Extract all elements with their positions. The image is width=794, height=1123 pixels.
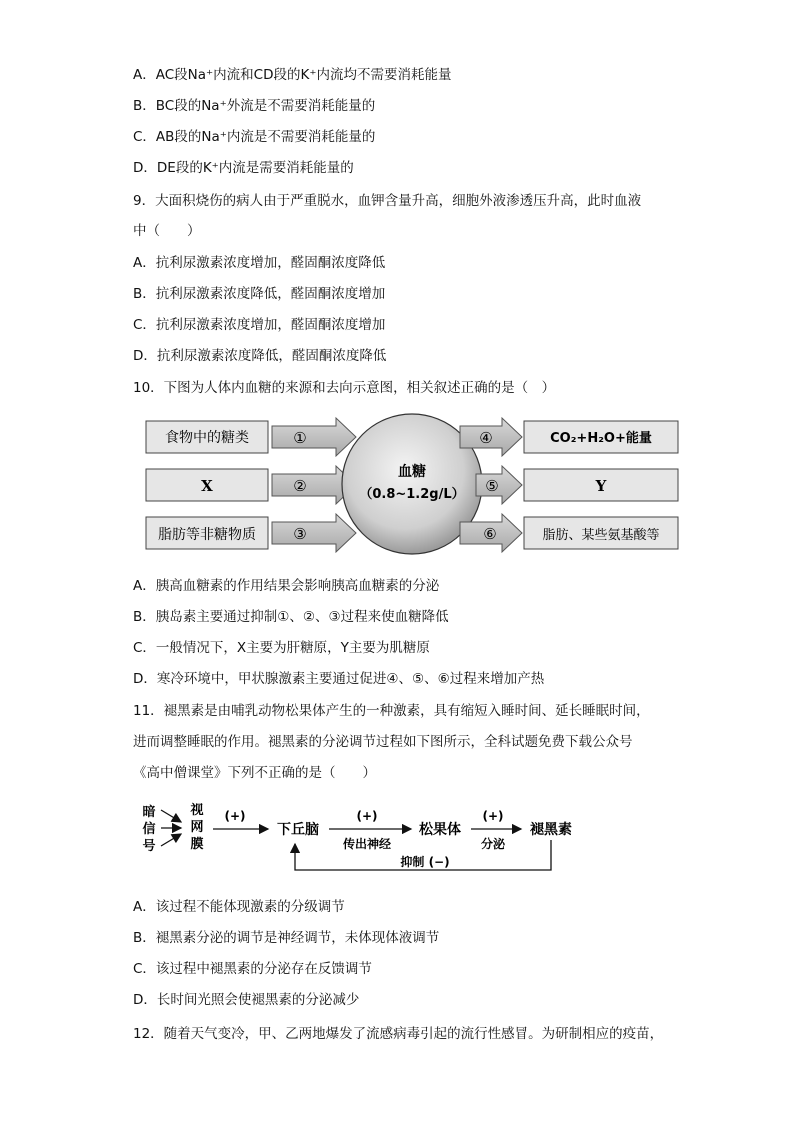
arrow-out-5: [476, 466, 522, 504]
arrow-out-4-label: ④: [479, 429, 493, 447]
arrow-in-3-label: ③: [293, 525, 307, 543]
q10-option-d: D．寒冷环境中，甲状腺激素主要通过促进④、⑤、⑥过程来增加产热: [133, 671, 545, 687]
node-melatonin: 褪黑素: [530, 822, 572, 838]
right-label-fat-aa: 脂肪、某些氨基酸等: [542, 528, 660, 543]
arrow-in-2-label: ②: [293, 477, 307, 495]
arrow-in-1-label: ①: [293, 429, 307, 447]
q8-option-c: C．AB段的Na⁺内流是不需要消耗能量的: [133, 129, 376, 145]
label-secrete: 分泌: [480, 837, 506, 851]
q10-stem: 10．下图为人体内血糖的来源和去向示意图，相关叙述正确的是（ ）: [133, 380, 556, 396]
right-label-y: Y: [595, 477, 607, 495]
arrow-out-6-label: ⑥: [483, 525, 497, 543]
signal-char-1: 暗: [142, 805, 156, 820]
q11-stem-line3: 《高中僧课堂》下列不正确的是（ ）: [133, 765, 376, 781]
q10-option-b: B．胰岛素主要通过抑制①、②、③过程来使血糖降低: [133, 609, 449, 625]
label-efferent-nerve: 传出神经: [342, 837, 392, 851]
arrow-in-1: [272, 418, 356, 456]
q9-stem-line2: 中（ ）: [133, 223, 201, 239]
q10-option-c: C．一般情况下，X主要为肝糖原，Y主要为肌糖原: [133, 640, 430, 656]
plus-label-1: (+): [224, 809, 246, 823]
right-label-co2: CO₂+H₂O+能量: [550, 431, 652, 446]
q11-option-b: B．褪黑素分泌的调节是神经调节，未体现体液调节: [133, 930, 440, 946]
q9-option-b: B．抗利尿激素浓度降低，醛固酮浓度增加: [133, 286, 386, 302]
sphere-title: 血糖: [398, 464, 426, 480]
retina-char-1: 视: [190, 803, 204, 818]
node-pineal: 松果体: [419, 822, 461, 838]
q11-option-a: A．该过程不能体现激素的分级调节: [133, 899, 345, 915]
q9-option-a: A．抗利尿激素浓度增加，醛固酮浓度降低: [133, 255, 386, 271]
q10-option-a: A．胰高血糖素的作用结果会影响胰高血糖素的分泌: [133, 578, 440, 594]
q11-stem-line2: 进而调整睡眠的作用。褪黑素的分泌调节过程如下图所示，全科试题免费下载公众号: [133, 734, 633, 750]
blood-glucose-diagram: [140, 406, 685, 556]
q8-option-b: B．BC段的Na⁺外流是不需要消耗能量的: [133, 98, 376, 114]
q11-option-d: D．长时间光照会使褪黑素的分泌减少: [133, 992, 360, 1008]
melatonin-regulation-diagram: [135, 796, 595, 882]
node-hypothalamus: 下丘脑: [277, 822, 319, 838]
q11-option-c: C．该过程中褪黑素的分泌存在反馈调节: [133, 961, 372, 977]
signal-char-2: 信: [142, 822, 156, 837]
sphere-range: （0.8~1.2g/L）: [359, 487, 465, 502]
q12-stem-line1: 12．随着天气变冷，甲、乙两地爆发了流感病毒引起的流行性感冒。为研制相应的疫苗，: [133, 1026, 664, 1042]
left-label-non-sugar: 脂肪等非糖物质: [158, 527, 256, 543]
left-label-food-sugar: 食物中的糖类: [165, 430, 249, 446]
retina-char-2: 网: [190, 820, 204, 835]
left-label-x: X: [201, 477, 213, 495]
q9-option-d: D．抗利尿激素浓度降低，醛固酮浓度降低: [133, 348, 387, 364]
retina-char-3: 膜: [190, 837, 204, 852]
q9-option-c: C．抗利尿激素浓度增加，醛固酮浓度增加: [133, 317, 386, 333]
q8-option-a: A．AC段Na⁺内流和CD段的K⁺内流均不需要消耗能量: [133, 67, 452, 83]
q11-stem-line1: 11．褪黑素是由哺乳动物松果体产生的一种激素，具有缩短入睡时间、延长睡眠时间，: [133, 703, 650, 719]
signal-char-3: 号: [142, 839, 156, 854]
arrow-out-5-label: ⑤: [485, 477, 499, 495]
plus-label-3: (+): [482, 809, 504, 823]
q8-option-d: D．DE段的K⁺内流是需要消耗能量的: [133, 160, 354, 176]
arrow-in-3: [272, 514, 356, 552]
q9-stem-line1: 9．大面积烧伤的病人由于严重脱水，血钾含量升高，细胞外液渗透压升高，此时血液: [133, 193, 642, 209]
feedback-label: 抑制 (−): [400, 855, 450, 869]
plus-label-2: (+): [356, 809, 378, 823]
